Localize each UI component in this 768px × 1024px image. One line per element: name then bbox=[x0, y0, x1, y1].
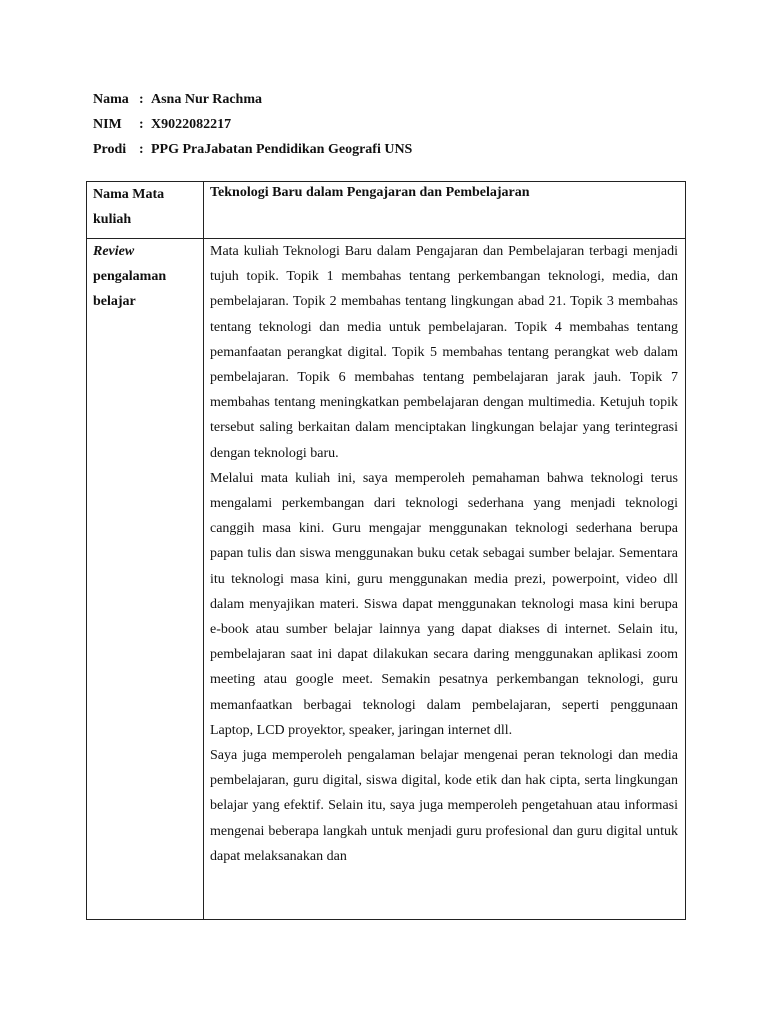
name-line bbox=[93, 87, 412, 112]
table-row bbox=[87, 239, 686, 920]
review-paragraph-1: Mata kuliah Teknologi Baru dalam Pengajaran dan Pembelajaran terbagi menjadi tujuh topik. Topik 1 membahas tentang perkembangan teknologi, media, dan pembelajaran. Topik 2 membahas tentang lingkungan abad 21. Topik 3 membahas tentang teknologi dan media untuk pembelajaran. Topik 4 membahas tentang pemanfaatan perangkat digital. Topik 5 membahas tentang perangkat web dalam pembelajaran. Topik 6 membahas tentang pembelajaran jarak jauh. Topik 7 membahas tentang meningkatkan pembelajaran dengan multimedia. Ketujuh topik tersebut saling berkaitan dalam menciptakan lingkungan belajar yang terintegrasi dengan teknologi baru. bbox=[210, 244, 678, 461]
course-title: Teknologi Baru dalam Pengajaran dan Pembelajaran bbox=[210, 185, 530, 200]
name-value: Asna Nur Rachma bbox=[151, 92, 262, 107]
nim-line bbox=[93, 112, 412, 137]
table-cell bbox=[204, 239, 686, 920]
student-info-header bbox=[93, 87, 412, 162]
prodi-label: Prodi bbox=[93, 142, 127, 157]
table-row bbox=[87, 182, 686, 239]
nim-value: X9022082217 bbox=[151, 117, 232, 132]
review-label bbox=[87, 239, 203, 314]
table-cell bbox=[204, 182, 686, 239]
prodi-line bbox=[93, 137, 412, 162]
nim-label: NIM bbox=[93, 117, 122, 132]
review-label-italic: Review bbox=[93, 244, 135, 259]
course-review-table bbox=[86, 181, 686, 920]
nim-colon: : bbox=[139, 117, 144, 132]
prodi-colon: : bbox=[139, 142, 144, 157]
name-colon: : bbox=[139, 92, 144, 107]
review-label-rest: pengalaman belajar bbox=[93, 269, 167, 309]
name-label: Nama bbox=[93, 92, 129, 107]
review-paragraph-3: Saya juga memperoleh pengalaman belajar mengenai peran teknologi dan media pembelajaran, guru digital, siswa digital, kode etik dan hak cipta, serta lingkungan belajar yang efektif. Selain itu, saya juga memperoleh pengetahuan atau informasi mengenai beberapa langkah untuk menjadi guru profesional dan guru digital untuk dapat melaksanakan dan bbox=[210, 748, 678, 864]
course-name-label: Nama Mata kuliah bbox=[93, 187, 165, 227]
prodi-value: PPG PraJabatan Pendidikan Geografi UNS bbox=[151, 142, 413, 157]
review-paragraph-2: Melalui mata kuliah ini, saya memperoleh pemahaman bahwa teknologi terus mengalami perkembangan dari teknologi sederhana yang menjadi teknologi canggih masa kini. Guru mengajar menggunakan teknologi sederhana berupa papan tulis dan siswa menggunakan buku cetak sebagai sumber belajar. Sementara itu teknologi masa kini, guru menggunakan media prezi, powerpoint, video dll dalam menyajikan materi. Siswa dapat menggunakan teknologi masa kini berupa e-book atau sumber belajar lainnya yang dapat diakses di internet. Selain itu, pembelajaran saat ini dapat dilakukan secara daring menggunakan aplikasi zoom meeting atau google meet. Semakin pesatnya perkembangan teknologi, guru memanfaatkan berbagai teknologi dalam pembelajaran, seperti penggunaan Laptop, LCD proyektor, speaker, jaringan internet dll. bbox=[210, 470, 678, 738]
table-cell bbox=[87, 239, 204, 920]
table-cell bbox=[87, 182, 204, 239]
review-body bbox=[204, 239, 685, 869]
